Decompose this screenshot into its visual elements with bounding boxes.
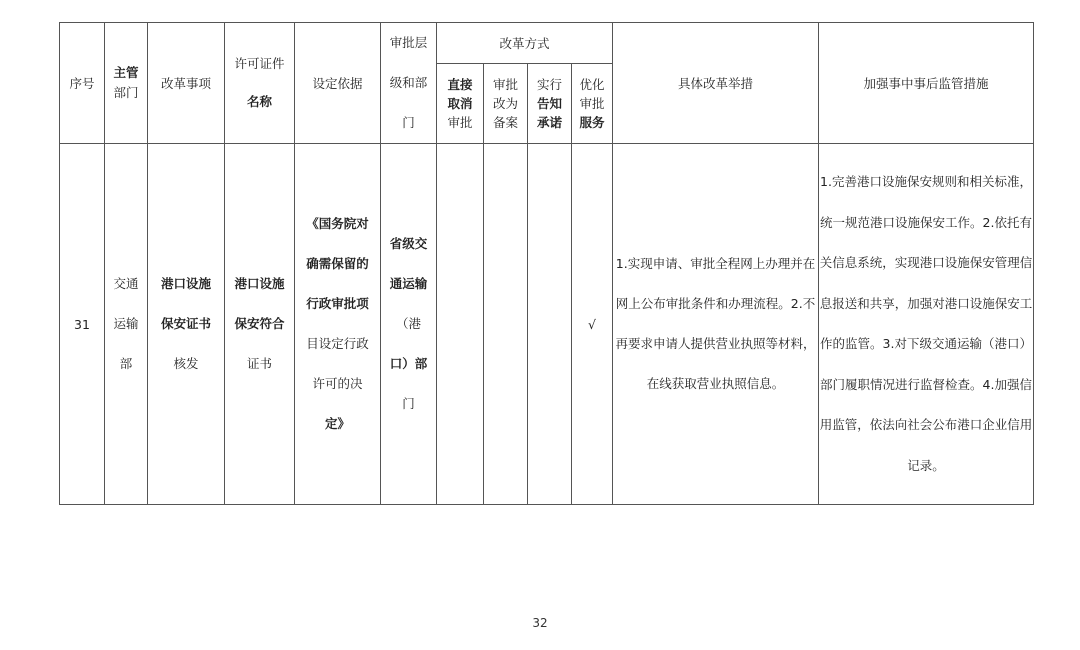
method-col-cancel: 直接 取消 审批	[437, 64, 484, 144]
page-number: 32	[532, 616, 548, 630]
header-license: 许可证件 名称	[225, 23, 295, 144]
row-mark-notify	[528, 144, 572, 505]
row-dept: 交通 运输 部	[105, 144, 148, 505]
row-measures: 1.实现申请、审批全程网上办理并在网上公布审批条件和办理流程。2.不再要求申请人提供营业执照等材料，在线获取营业执照信息。	[613, 144, 819, 505]
header-methods: 改革方式	[437, 23, 613, 64]
header-basis: 设定依据	[295, 23, 381, 144]
header-supervision: 加强事中事后监管措施	[819, 23, 1034, 144]
reform-table	[59, 22, 1034, 505]
row-mark-optimize: √	[572, 144, 613, 505]
row-mark-filing	[484, 144, 528, 505]
header-item: 改革事项	[148, 23, 225, 144]
row-mark-cancel	[437, 144, 484, 505]
row-supervision: 1.完善港口设施保安规则和相关标准，统一规范港口设施保安工作。2.依托有关信息系统，实现港口设施保安管理信息报送和共享，加强对港口设施保安工作的监管。3.对下级交通运输（港口）部门履职情况进行监督检查。4.加强信用监管，依法向社会公布港口企业信用记录。	[819, 144, 1034, 505]
method-col-notify: 实行 告知 承诺	[528, 64, 572, 144]
row-item: 港口设施 保安证书 核发	[148, 144, 225, 505]
table-row	[60, 144, 1034, 505]
method-col-optimize: 优化 审批 服务	[572, 64, 613, 144]
header-seq: 序号	[60, 23, 105, 144]
row-level: 省级交 通运输 （港 口）部 门	[381, 144, 437, 505]
row-basis: 《国务院对 确需保留的 行政审批项 目设定行政 许可的决 定》	[295, 144, 381, 505]
header-measures: 具体改革举措	[613, 23, 819, 144]
header-dept: 主管 部门	[105, 23, 148, 144]
row-seq: 31	[60, 144, 105, 505]
method-col-filing: 审批 改为 备案	[484, 64, 528, 144]
header-level: 审批层 级和部 门	[381, 23, 437, 144]
row-license: 港口设施 保安符合 证书	[225, 144, 295, 505]
